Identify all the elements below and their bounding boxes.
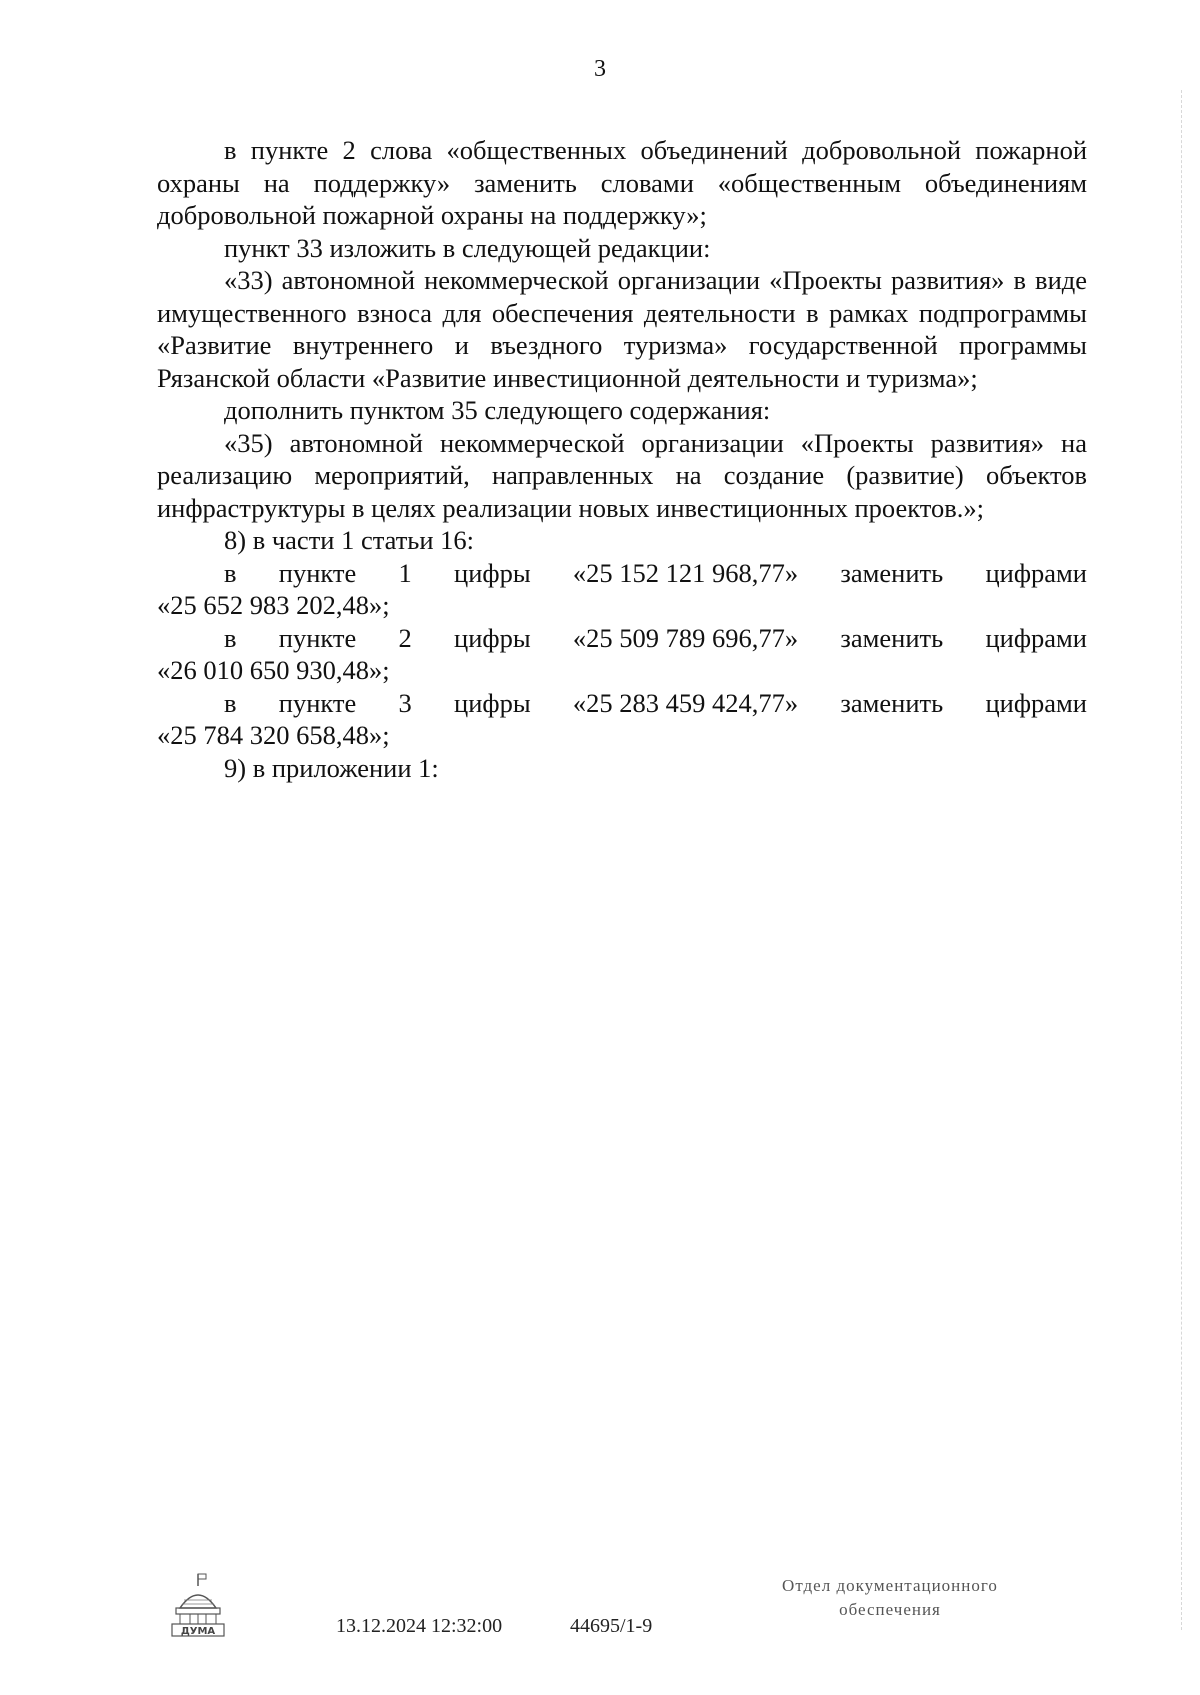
- paragraph: пункт 33 изложить в следующей редакции:: [224, 232, 711, 263]
- replacement-word: пункте: [278, 622, 357, 653]
- replacement-line: [157, 622, 1087, 655]
- replacement-word: пункте: [278, 687, 357, 718]
- replacement-old-value: «25 283 459 424,77»: [572, 687, 799, 718]
- footer-reg-number: 44695/1-9: [570, 1615, 653, 1637]
- replacement-word: цифрами: [985, 687, 1087, 718]
- replacement-word: 1: [398, 557, 412, 588]
- replacement-word: цифры: [454, 622, 531, 653]
- replacement-item: [157, 687, 1087, 752]
- replacement-new-value: «25 784 320 658,48»;: [157, 720, 390, 750]
- replacement-word: заменить: [840, 557, 944, 588]
- replacement-word: цифрами: [985, 622, 1087, 653]
- document-body: [157, 134, 1087, 784]
- paragraph: «35) автономной некоммерческой организации «Проекты развития» на реализацию мероприятий, направленных на создание (развитие) объектов инфраструктуры в целях реализации новых инвестиционных проектов.»;: [157, 427, 1087, 523]
- replacement-item: [157, 622, 1087, 687]
- replacement-word: цифры: [454, 687, 531, 718]
- replacement-line: [157, 557, 1087, 590]
- footer-date: 13.12.2024 12:32:00: [336, 1615, 503, 1637]
- replacement-word: в: [224, 687, 237, 718]
- replacement-word: цифры: [454, 557, 531, 588]
- logo-text: ДУМА: [180, 1626, 216, 1637]
- page-number: 3: [594, 56, 606, 82]
- replacement-old-value: «25 509 789 696,77»: [572, 622, 799, 653]
- replacement-item: [157, 557, 1087, 622]
- replacement-word: в: [224, 622, 237, 653]
- replacement-word: 2: [398, 622, 412, 653]
- replacement-new-value: «26 010 650 930,48»;: [157, 655, 390, 685]
- paragraph: в пункте 2 слова «общественных объединений добровольной пожарной охраны на поддержку» заменить словами «общественным объединениям добровольной пожарной охраны на поддержку»;: [157, 135, 1087, 230]
- replacement-word: 3: [398, 687, 412, 718]
- paragraph: дополнить пунктом 35 следующего содержания:: [224, 395, 771, 425]
- replacement-line: [157, 687, 1087, 720]
- stamp-line: Отдел документационного: [782, 1576, 998, 1595]
- replacement-word: цифрами: [985, 557, 1087, 588]
- replacement-word: заменить: [840, 622, 944, 653]
- paragraph: «33) автономной некоммерческой организации «Проекты развития» в виде имущественного взноса для обеспечения деятельности в рамках подпрограммы «Развитие внутреннего и въездного туризма» государственной программы Рязанской области «Развитие инвестиционной деятельности и туризма»;: [157, 265, 1087, 393]
- department-stamp: [740, 1574, 1040, 1622]
- paragraph: 9) в приложении 1:: [224, 752, 439, 783]
- scan-edge-artifact: [1181, 90, 1186, 1630]
- stamp-line: обеспечения: [839, 1600, 941, 1619]
- replacement-word: в: [224, 557, 237, 588]
- replacement-word: заменить: [840, 687, 944, 718]
- replacement-old-value: «25 152 121 968,77»: [572, 557, 799, 588]
- duma-logo-icon: [170, 1572, 226, 1638]
- paragraph: 8) в части 1 статьи 16:: [224, 525, 475, 555]
- replacement-new-value: «25 652 983 202,48»;: [157, 590, 390, 620]
- replacement-word: пункте: [278, 557, 357, 588]
